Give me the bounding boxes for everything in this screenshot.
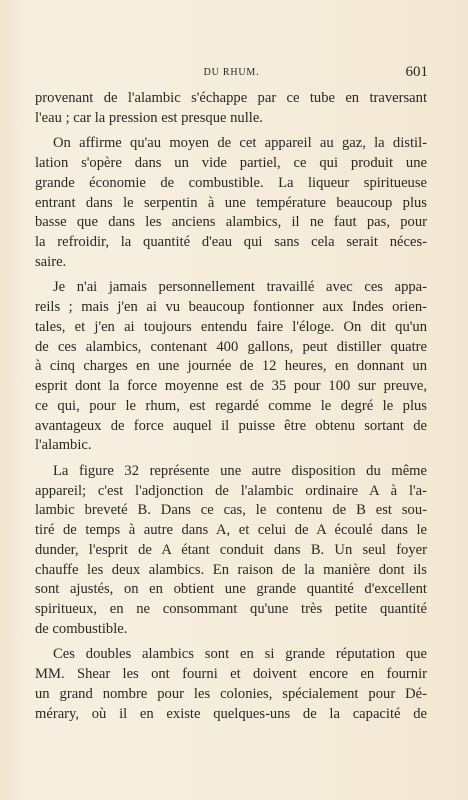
text-line: l'eau ; car la pression est presque nulle.: [35, 109, 263, 126]
text-line: chauffe les deux alambics. En raison de la manière dont ils: [35, 561, 427, 578]
text-line: Ces doubles alambics sont en si grande réputation que: [53, 646, 427, 663]
text-line: grande économie de combustible. La liqueur spiritueuse: [35, 174, 427, 191]
text-line: à cinq charges en une journée de 12 heures, en donnant un: [35, 358, 427, 375]
text-line: entrant dans le serpentin à une température beaucoup plus: [35, 194, 427, 211]
text-line: ce qui, pour le rhum, est regardé comme le degré le plus: [35, 397, 427, 414]
text-line: un grand nombre pour les colonies, spécialement pour Dé-: [35, 685, 427, 702]
running-head: DU RHUM.: [203, 67, 260, 78]
paragraph: [35, 278, 427, 455]
text-line: basse que dans les anciens alambics, il ne faut pas, pour: [35, 214, 427, 231]
text-line: On affirme qu'au moyen de cet appareil au gaz, la distil-: [53, 135, 427, 152]
text-line: de ces alambics, contenant 400 gallons, peut distiller quatre: [35, 338, 427, 355]
page-number: 601: [405, 64, 428, 80]
text-line: La figure 32 représente une autre disposition du même: [53, 462, 427, 479]
text-line: mérary, où il en existe quelques-uns de la capacité de: [35, 705, 427, 722]
text-line: dunder, l'esprit de A étant conduit dans B. Un seul foyer: [35, 541, 427, 558]
text-line: avantageux de force auquel il puisse être obtenu sortant de: [35, 417, 427, 434]
text-line: esprit dont la force moyenne est de 35 pour 100 sur preuve,: [35, 378, 427, 395]
text-line: de combustible.: [35, 620, 128, 637]
paragraph: [35, 645, 427, 724]
paragraph: [35, 134, 427, 272]
text-line: sont ajustés, on en obtient une grande quantité d'excellent: [35, 581, 427, 598]
text-line: reils ; mais j'en ai vu beaucoup fontionner aux Indes orien-: [35, 299, 427, 316]
paragraph: [35, 89, 427, 128]
text-line: l'alambic.: [35, 437, 92, 454]
paragraph: [35, 462, 427, 639]
text-line: saire.: [35, 253, 67, 270]
page-header: [35, 64, 428, 84]
text-line: MM. Shear les ont fourni et doivent encore en fournir: [35, 666, 427, 683]
text-line: lation s'opère dans un vide partiel, ce qui produit une: [35, 155, 427, 172]
text-line: la refroidir, la quantité d'eau qui sans cela serait néces-: [35, 234, 427, 251]
text-line: appareil; c'est l'adjonction de l'alambic ordinaire A à l'a-: [35, 482, 427, 499]
text-line: spiritueux, en ne consommant qu'une très petite quantité: [35, 600, 427, 617]
text-line: tiré de temps à autre dans A, et celui de A écoulé dans le: [35, 522, 427, 539]
text-line: Je n'ai jamais personnellement travaillé avec ces appa-: [53, 279, 427, 296]
text-line: provenant de l'alambic s'échappe par ce tube en traversant: [35, 90, 427, 106]
text-line: lambic breveté B. Dans ce cas, le contenu de B est sou-: [35, 502, 427, 519]
text-line: tales, et j'en ai toujours entendu faire l'éloge. On dit qu'un: [35, 318, 427, 335]
body-text: [35, 89, 427, 724]
